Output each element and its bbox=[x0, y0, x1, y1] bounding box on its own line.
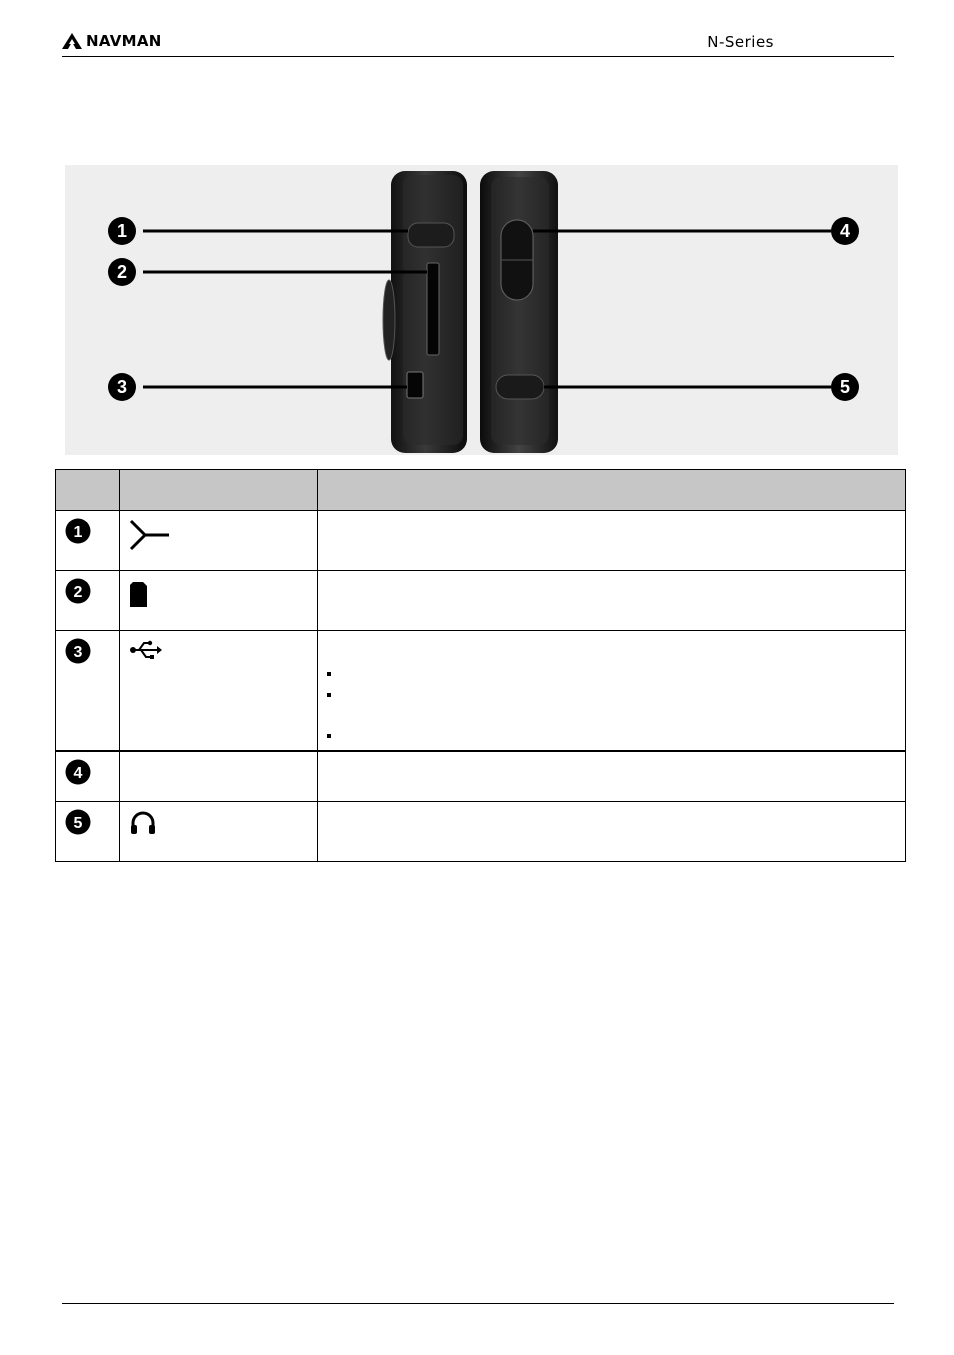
memory-card-icon bbox=[129, 579, 149, 609]
callout-1-label: 1 bbox=[116, 221, 128, 241]
footer-rule bbox=[62, 1303, 894, 1304]
header-cell-icon bbox=[120, 470, 318, 511]
svg-text:3: 3 bbox=[73, 644, 83, 661]
number-badge bbox=[65, 518, 91, 544]
svg-text:1: 1 bbox=[73, 524, 83, 541]
header-cell-number bbox=[56, 470, 120, 511]
navman-logo bbox=[62, 32, 162, 50]
usb-bullet-list bbox=[327, 662, 905, 744]
navman-logo-icon bbox=[62, 33, 82, 49]
table-row bbox=[56, 571, 906, 631]
row-description-cell bbox=[318, 802, 906, 862]
row-description-cell bbox=[318, 571, 906, 631]
table-row bbox=[56, 631, 906, 751]
number-badge bbox=[65, 809, 91, 835]
row-number-cell bbox=[56, 571, 120, 631]
row-number-cell bbox=[56, 631, 120, 751]
table-row bbox=[56, 802, 906, 862]
row-icon-cell bbox=[120, 511, 318, 571]
table-row bbox=[56, 511, 906, 571]
table-row bbox=[56, 751, 906, 802]
row-icon-cell bbox=[120, 631, 318, 751]
callout-2 bbox=[108, 258, 136, 286]
bullet-item bbox=[327, 683, 905, 704]
svg-text:2: 2 bbox=[73, 584, 83, 601]
callout-1 bbox=[108, 217, 136, 245]
row-description-cell bbox=[318, 751, 906, 802]
number-badge bbox=[65, 638, 91, 664]
bullet-item bbox=[327, 662, 905, 683]
row-icon-cell bbox=[120, 571, 318, 631]
antenna-connector-icon bbox=[129, 519, 171, 551]
row-number-cell bbox=[56, 802, 120, 862]
header-cell-description bbox=[318, 470, 906, 511]
series-title: N-Series bbox=[707, 33, 774, 51]
table-header-row bbox=[56, 470, 906, 511]
callout-2-label: 2 bbox=[116, 262, 128, 282]
callout-5 bbox=[831, 373, 859, 401]
svg-text:5: 5 bbox=[73, 815, 83, 832]
row-icon-cell bbox=[120, 802, 318, 862]
row-icon-cell bbox=[120, 751, 318, 802]
row-number-cell bbox=[56, 511, 120, 571]
callout-5-label: 5 bbox=[839, 377, 851, 397]
device-left-side bbox=[383, 171, 467, 453]
device-side-view-figure bbox=[65, 165, 898, 455]
number-badge bbox=[65, 759, 91, 785]
row-description-cell bbox=[318, 631, 906, 751]
bullet-item bbox=[327, 724, 905, 744]
row-description-cell bbox=[318, 511, 906, 571]
row-number-cell bbox=[56, 751, 120, 802]
device-right-side bbox=[480, 171, 558, 453]
usb-icon bbox=[129, 639, 163, 661]
callout-4-label: 4 bbox=[839, 221, 851, 241]
callout-3 bbox=[108, 373, 136, 401]
callout-3-label: 3 bbox=[116, 377, 128, 397]
parts-table bbox=[55, 469, 906, 862]
headphones-icon bbox=[129, 810, 157, 836]
device-side-illustration bbox=[65, 165, 898, 455]
number-badge bbox=[65, 578, 91, 604]
callout-4 bbox=[831, 217, 859, 245]
page-header bbox=[62, 30, 894, 57]
logo-text: NAVMAN bbox=[86, 32, 162, 50]
svg-text:4: 4 bbox=[73, 764, 83, 782]
